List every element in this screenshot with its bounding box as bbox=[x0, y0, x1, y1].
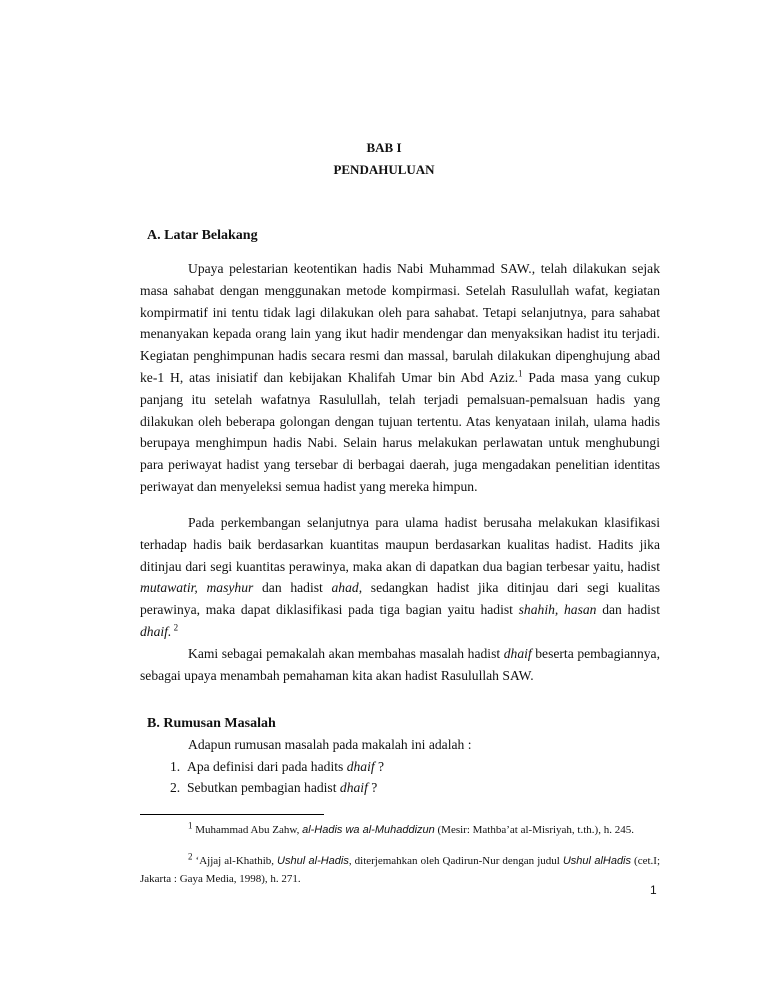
question-1: 1. Apa definisi dari pada hadits dhaif ? bbox=[170, 759, 385, 774]
footnote-ref-2[interactable]: 2 bbox=[171, 622, 179, 633]
section-a-paragraph-3: Kami sebagai pemakalah akan membahas masalah hadist dhaif beserta pembagiannya, sebagai upaya menambah pemahaman kita akan hadist Rasulullah SAW. bbox=[140, 646, 660, 683]
chapter-title: PENDAHULUAN bbox=[333, 162, 435, 177]
page-number: 1 bbox=[650, 883, 657, 897]
footnote-2: $^2$ ‘Ajjaj al-Khathib, Ushul al-Hadis, diterjemahkan oleh Qadirun-Nur dengan judul Ushul alHadis (cet.I; Jakarta : Gaya Media, 1998), h. 271. bbox=[140, 851, 660, 885]
section-b-intro: Adapun rumusan masalah pada makalah ini adalah : bbox=[188, 737, 472, 752]
section-a-paragraph-2: Pada perkembangan selanjutnya para ulama hadist berusaha melakukan klasifikasi terhadap hadis baik berdasarkan kuantitas maupun berdasarkan kualitas hadist. Hadits jika ditinjau dari segi kuantitas perawinya, maka akan di dapatkan dua bagian terbesar yaitu, hadist mutawatir, masyhur dan hadist ahad, sedangkan hadist jika ditinjau dari segi kualitas perawinya, maka dapat diklasifikasi pada tiga bagian yaitu hadist shahih, hasan dan hadist dhaif. $^2$ bbox=[140, 515, 661, 639]
footnote-ref-1[interactable]: 1 bbox=[518, 368, 523, 379]
section-b-heading: B. Rumusan Masalah bbox=[147, 716, 276, 731]
section-a-heading: A. Latar Belakang bbox=[147, 228, 258, 243]
question-2: 2. Sebutkan pembagian hadist dhaif ? bbox=[170, 780, 378, 795]
section-a-paragraph-1: Upaya pelestarian keotentikan hadis Nabi Muhammad SAW., telah dilakukan sejak masa sahabat dengan menggunakan metode kompirmasi. Setelah Rasulullah wafat, kegiatan kompirmatif ini tentu tidak lagi dilakukan oleh para sahabat. Tetapi selanjutnya, para sahabat menanyakan kepada orang lain yang ikut hadir mendengar dan menyaksikan hadist itu terjadi. Kegiatan penghimpunan hadis secara resmi dan massal, barulah dilakukan dipenghujung abad ke-1 H, atas inisiatif dan kebijakan Khalifah Umar bin Abd Aziz.$^1$ Pada masa yang cukup panjang itu setelah wafatnya Rasulullah, telah terjadi pemalsuan-pemalsuan hadis yang dilakukan oleh beberapa golongan dengan tujuan tertentu. Atas kenyataan inilah, ulama hadis berupaya menghimpun hadis Nabi. Selain harus melakukan perlawatan untuk menghubungi para periwayat hadist yang tersebar di berbagai daerah, juga mengadakan penelitian identitas periwayat dan menyeleksi semua hadist yang mereka himpun. bbox=[140, 261, 660, 494]
footnote-1: $^1$ Muhammad Abu Zahw, al-Hadis wa al-Muhaddizun (Mesir: Mathba’at al-Misriyah, t.th.), h. 245. bbox=[188, 820, 634, 836]
chapter-label: BAB I bbox=[366, 140, 402, 155]
footnote-separator bbox=[140, 814, 324, 815]
